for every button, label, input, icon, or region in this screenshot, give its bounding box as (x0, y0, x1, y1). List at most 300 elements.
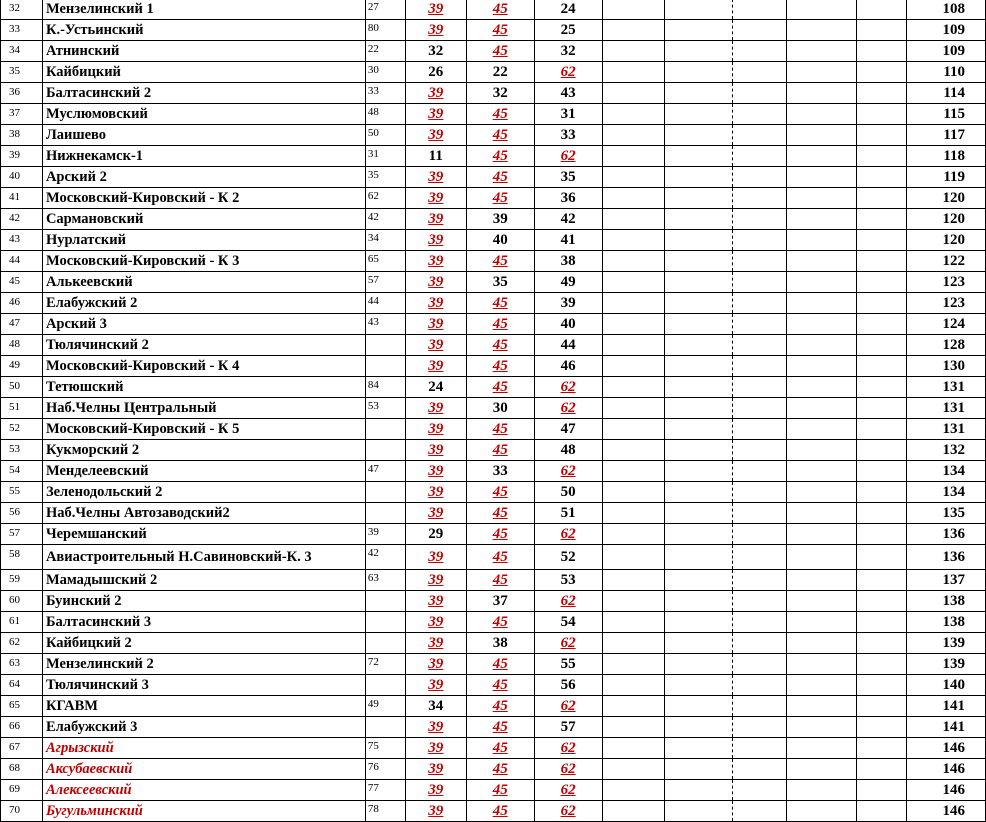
empty-cell (665, 633, 733, 654)
table-row (1, 524, 986, 545)
score-b: 45 (466, 524, 534, 545)
school-name: Кукморский 2 (42, 440, 365, 461)
total-score: 136 (907, 545, 986, 570)
table-row (1, 612, 986, 633)
table-row (1, 356, 986, 377)
empty-cell (857, 503, 907, 524)
school-name: Алькеевский (42, 272, 365, 293)
school-name: Зеленодольский 2 (42, 482, 365, 503)
empty-cell (602, 461, 665, 482)
empty-cell (787, 780, 857, 801)
score-a: 39 (405, 654, 466, 675)
table-row (1, 780, 986, 801)
table-row (1, 482, 986, 503)
table-row (1, 759, 986, 780)
empty-cell (733, 612, 787, 633)
table-row (1, 167, 986, 188)
table-row (1, 545, 986, 570)
table-row (1, 125, 986, 146)
table-row (1, 591, 986, 612)
empty-cell (602, 230, 665, 251)
table-row (1, 503, 986, 524)
empty-cell (602, 398, 665, 419)
empty-cell (665, 419, 733, 440)
empty-cell (665, 801, 733, 822)
empty-cell (857, 62, 907, 83)
empty-cell (665, 482, 733, 503)
empty-cell (857, 591, 907, 612)
empty-cell (602, 125, 665, 146)
school-code: 44 (365, 293, 405, 314)
empty-cell (602, 612, 665, 633)
score-c: 35 (534, 167, 602, 188)
empty-cell (602, 272, 665, 293)
score-b: 30 (466, 398, 534, 419)
score-a: 39 (405, 314, 466, 335)
school-code: 35 (365, 167, 405, 188)
score-a: 39 (405, 419, 466, 440)
empty-cell (602, 482, 665, 503)
total-score: 123 (907, 293, 986, 314)
score-a: 39 (405, 0, 466, 20)
score-c: 62 (534, 524, 602, 545)
table-row (1, 209, 986, 230)
row-number: 59 (1, 570, 43, 591)
score-b: 45 (466, 696, 534, 717)
score-c: 39 (534, 293, 602, 314)
total-score: 146 (907, 738, 986, 759)
score-c: 62 (534, 398, 602, 419)
score-b: 45 (466, 356, 534, 377)
table-row (1, 801, 986, 822)
empty-cell (787, 461, 857, 482)
score-b: 45 (466, 482, 534, 503)
table-row (1, 230, 986, 251)
empty-cell (857, 20, 907, 41)
empty-cell (857, 188, 907, 209)
empty-cell (733, 188, 787, 209)
score-a: 39 (405, 780, 466, 801)
score-c: 40 (534, 314, 602, 335)
school-name: Елабужский 2 (42, 293, 365, 314)
total-score: 119 (907, 167, 986, 188)
row-number: 54 (1, 461, 43, 482)
empty-cell (857, 377, 907, 398)
empty-cell (602, 377, 665, 398)
score-a: 39 (405, 759, 466, 780)
empty-cell (787, 83, 857, 104)
score-a: 39 (405, 209, 466, 230)
score-c: 38 (534, 251, 602, 272)
row-number: 61 (1, 612, 43, 633)
score-c: 51 (534, 503, 602, 524)
table-row (1, 738, 986, 759)
row-number: 64 (1, 675, 43, 696)
score-a: 39 (405, 398, 466, 419)
school-name: Мамадышский 2 (42, 570, 365, 591)
score-a: 39 (405, 167, 466, 188)
school-code: 77 (365, 780, 405, 801)
school-name: Атнинский (42, 41, 365, 62)
empty-cell (787, 356, 857, 377)
table-row (1, 293, 986, 314)
total-score: 139 (907, 633, 986, 654)
empty-cell (665, 335, 733, 356)
row-number: 63 (1, 654, 43, 675)
empty-cell (665, 125, 733, 146)
row-number: 33 (1, 20, 43, 41)
score-c: 62 (534, 801, 602, 822)
total-score: 108 (907, 0, 986, 20)
score-a: 39 (405, 545, 466, 570)
score-b: 32 (466, 83, 534, 104)
row-number: 51 (1, 398, 43, 419)
school-name: Елабужский 3 (42, 717, 365, 738)
empty-cell (733, 314, 787, 335)
table-row (1, 419, 986, 440)
score-a: 39 (405, 801, 466, 822)
empty-cell (602, 675, 665, 696)
empty-cell (787, 209, 857, 230)
school-name: Московский-Кировский - К 2 (42, 188, 365, 209)
empty-cell (665, 314, 733, 335)
empty-cell (602, 146, 665, 167)
school-name: К.-Устьинский (42, 20, 365, 41)
school-code: 42 (365, 209, 405, 230)
row-number: 57 (1, 524, 43, 545)
empty-cell (665, 591, 733, 612)
total-score: 130 (907, 356, 986, 377)
school-name: Нурлатский (42, 230, 365, 251)
score-b: 45 (466, 654, 534, 675)
school-name: Черемшанский (42, 524, 365, 545)
empty-cell (787, 696, 857, 717)
score-b: 45 (466, 146, 534, 167)
table-row (1, 0, 986, 20)
empty-cell (733, 251, 787, 272)
school-code: 30 (365, 62, 405, 83)
score-a: 39 (405, 230, 466, 251)
table-row (1, 570, 986, 591)
score-a: 29 (405, 524, 466, 545)
empty-cell (857, 251, 907, 272)
total-score: 134 (907, 461, 986, 482)
score-a: 24 (405, 377, 466, 398)
score-a: 39 (405, 293, 466, 314)
table-row (1, 188, 986, 209)
school-code (365, 503, 405, 524)
row-number: 68 (1, 759, 43, 780)
score-c: 62 (534, 738, 602, 759)
empty-cell (602, 0, 665, 20)
school-code (365, 717, 405, 738)
score-c: 54 (534, 612, 602, 633)
empty-cell (733, 419, 787, 440)
empty-cell (857, 146, 907, 167)
empty-cell (733, 524, 787, 545)
total-score: 114 (907, 83, 986, 104)
empty-cell (787, 801, 857, 822)
table-row (1, 675, 986, 696)
school-name: Буинский 2 (42, 591, 365, 612)
empty-cell (857, 440, 907, 461)
score-a: 39 (405, 591, 466, 612)
empty-cell (602, 503, 665, 524)
score-b: 45 (466, 0, 534, 20)
score-b: 22 (466, 62, 534, 83)
school-code (365, 335, 405, 356)
school-code: 62 (365, 188, 405, 209)
row-number: 47 (1, 314, 43, 335)
school-name: Аксубаевский (42, 759, 365, 780)
empty-cell (733, 146, 787, 167)
empty-cell (857, 0, 907, 20)
empty-cell (602, 524, 665, 545)
score-b: 45 (466, 293, 534, 314)
score-b: 45 (466, 314, 534, 335)
total-score: 124 (907, 314, 986, 335)
empty-cell (787, 591, 857, 612)
row-number: 39 (1, 146, 43, 167)
score-a: 39 (405, 335, 466, 356)
empty-cell (733, 633, 787, 654)
empty-cell (857, 801, 907, 822)
school-code (365, 591, 405, 612)
empty-cell (857, 419, 907, 440)
empty-cell (602, 570, 665, 591)
empty-cell (857, 314, 907, 335)
total-score: 120 (907, 188, 986, 209)
row-number: 53 (1, 440, 43, 461)
empty-cell (733, 20, 787, 41)
empty-cell (787, 167, 857, 188)
empty-cell (787, 738, 857, 759)
score-c: 62 (534, 780, 602, 801)
empty-cell (787, 104, 857, 125)
row-number: 60 (1, 591, 43, 612)
school-code: 43 (365, 314, 405, 335)
empty-cell (665, 570, 733, 591)
empty-cell (733, 482, 787, 503)
total-score: 139 (907, 654, 986, 675)
school-name: Кайбицкий (42, 62, 365, 83)
school-code (365, 440, 405, 461)
empty-cell (733, 356, 787, 377)
empty-cell (602, 251, 665, 272)
total-score: 141 (907, 696, 986, 717)
score-b: 40 (466, 230, 534, 251)
empty-cell (602, 759, 665, 780)
empty-cell (602, 83, 665, 104)
empty-cell (602, 41, 665, 62)
total-score: 140 (907, 675, 986, 696)
empty-cell (787, 314, 857, 335)
row-number: 37 (1, 104, 43, 125)
table-row (1, 633, 986, 654)
school-name: Наб.Челны Автозаводский2 (42, 503, 365, 524)
score-b: 45 (466, 440, 534, 461)
score-c: 33 (534, 125, 602, 146)
school-code: 42 (365, 545, 405, 570)
score-c: 46 (534, 356, 602, 377)
table-row (1, 62, 986, 83)
empty-cell (665, 738, 733, 759)
row-number: 41 (1, 188, 43, 209)
empty-cell (857, 356, 907, 377)
empty-cell (733, 503, 787, 524)
empty-cell (733, 167, 787, 188)
total-score: 128 (907, 335, 986, 356)
score-c: 24 (534, 0, 602, 20)
score-b: 45 (466, 738, 534, 759)
school-name: Мензелинский 2 (42, 654, 365, 675)
school-name: Арский 2 (42, 167, 365, 188)
school-code: 49 (365, 696, 405, 717)
empty-cell (665, 503, 733, 524)
total-score: 137 (907, 570, 986, 591)
empty-cell (602, 419, 665, 440)
empty-cell (665, 188, 733, 209)
school-code: 84 (365, 377, 405, 398)
empty-cell (857, 104, 907, 125)
school-code: 31 (365, 146, 405, 167)
empty-cell (787, 188, 857, 209)
score-c: 62 (534, 146, 602, 167)
score-b: 45 (466, 335, 534, 356)
row-number: 67 (1, 738, 43, 759)
score-c: 47 (534, 419, 602, 440)
score-c: 57 (534, 717, 602, 738)
row-number: 50 (1, 377, 43, 398)
total-score: 115 (907, 104, 986, 125)
empty-cell (602, 633, 665, 654)
empty-cell (733, 83, 787, 104)
row-number: 44 (1, 251, 43, 272)
empty-cell (787, 717, 857, 738)
empty-cell (857, 738, 907, 759)
total-score: 131 (907, 377, 986, 398)
empty-cell (733, 780, 787, 801)
score-a: 39 (405, 125, 466, 146)
empty-cell (787, 440, 857, 461)
score-b: 45 (466, 570, 534, 591)
empty-cell (665, 717, 733, 738)
score-a: 39 (405, 188, 466, 209)
school-code: 27 (365, 0, 405, 20)
empty-cell (857, 570, 907, 591)
empty-cell (733, 272, 787, 293)
row-number: 70 (1, 801, 43, 822)
school-code (365, 675, 405, 696)
school-name: Авиастроительный Н.Савиновский-К. 3 (42, 545, 365, 570)
empty-cell (665, 440, 733, 461)
empty-cell (733, 0, 787, 20)
empty-cell (733, 591, 787, 612)
empty-cell (857, 230, 907, 251)
score-c: 25 (534, 20, 602, 41)
school-code: 65 (365, 251, 405, 272)
empty-cell (733, 62, 787, 83)
total-score: 123 (907, 272, 986, 293)
score-b: 45 (466, 545, 534, 570)
score-c: 62 (534, 759, 602, 780)
score-a: 39 (405, 612, 466, 633)
row-number: 65 (1, 696, 43, 717)
score-a: 39 (405, 482, 466, 503)
empty-cell (665, 209, 733, 230)
table-row (1, 654, 986, 675)
score-b: 45 (466, 251, 534, 272)
school-name: Алексеевский (42, 780, 365, 801)
total-score: 135 (907, 503, 986, 524)
score-a: 39 (405, 675, 466, 696)
score-b: 35 (466, 272, 534, 293)
school-name: Муслюмовский (42, 104, 365, 125)
school-name: Тюлячинский 2 (42, 335, 365, 356)
total-score: 146 (907, 801, 986, 822)
score-a: 39 (405, 717, 466, 738)
score-b: 45 (466, 104, 534, 125)
score-a: 39 (405, 104, 466, 125)
score-b: 45 (466, 167, 534, 188)
school-name: Тетюшский (42, 377, 365, 398)
empty-cell (602, 167, 665, 188)
total-score: 120 (907, 209, 986, 230)
table-row (1, 377, 986, 398)
empty-cell (733, 209, 787, 230)
empty-cell (665, 675, 733, 696)
school-code (365, 612, 405, 633)
total-score: 136 (907, 524, 986, 545)
empty-cell (857, 83, 907, 104)
empty-cell (787, 654, 857, 675)
score-c: 49 (534, 272, 602, 293)
empty-cell (857, 335, 907, 356)
school-code: 39 (365, 524, 405, 545)
total-score: 109 (907, 41, 986, 62)
table-row (1, 251, 986, 272)
school-code: 34 (365, 230, 405, 251)
score-c: 62 (534, 377, 602, 398)
row-number: 36 (1, 83, 43, 104)
row-number: 43 (1, 230, 43, 251)
score-c: 50 (534, 482, 602, 503)
empty-cell (602, 356, 665, 377)
total-score: 146 (907, 780, 986, 801)
empty-cell (602, 545, 665, 570)
empty-cell (733, 335, 787, 356)
score-b: 45 (466, 419, 534, 440)
empty-cell (787, 377, 857, 398)
total-score: 146 (907, 759, 986, 780)
score-a: 39 (405, 503, 466, 524)
score-b: 45 (466, 759, 534, 780)
empty-cell (665, 293, 733, 314)
row-number: 52 (1, 419, 43, 440)
row-number: 40 (1, 167, 43, 188)
school-name: Сармановский (42, 209, 365, 230)
score-a: 39 (405, 738, 466, 759)
score-b: 45 (466, 675, 534, 696)
empty-cell (733, 759, 787, 780)
score-c: 48 (534, 440, 602, 461)
row-number: 55 (1, 482, 43, 503)
table-row (1, 272, 986, 293)
score-c: 36 (534, 188, 602, 209)
empty-cell (787, 524, 857, 545)
empty-cell (857, 717, 907, 738)
school-code: 78 (365, 801, 405, 822)
